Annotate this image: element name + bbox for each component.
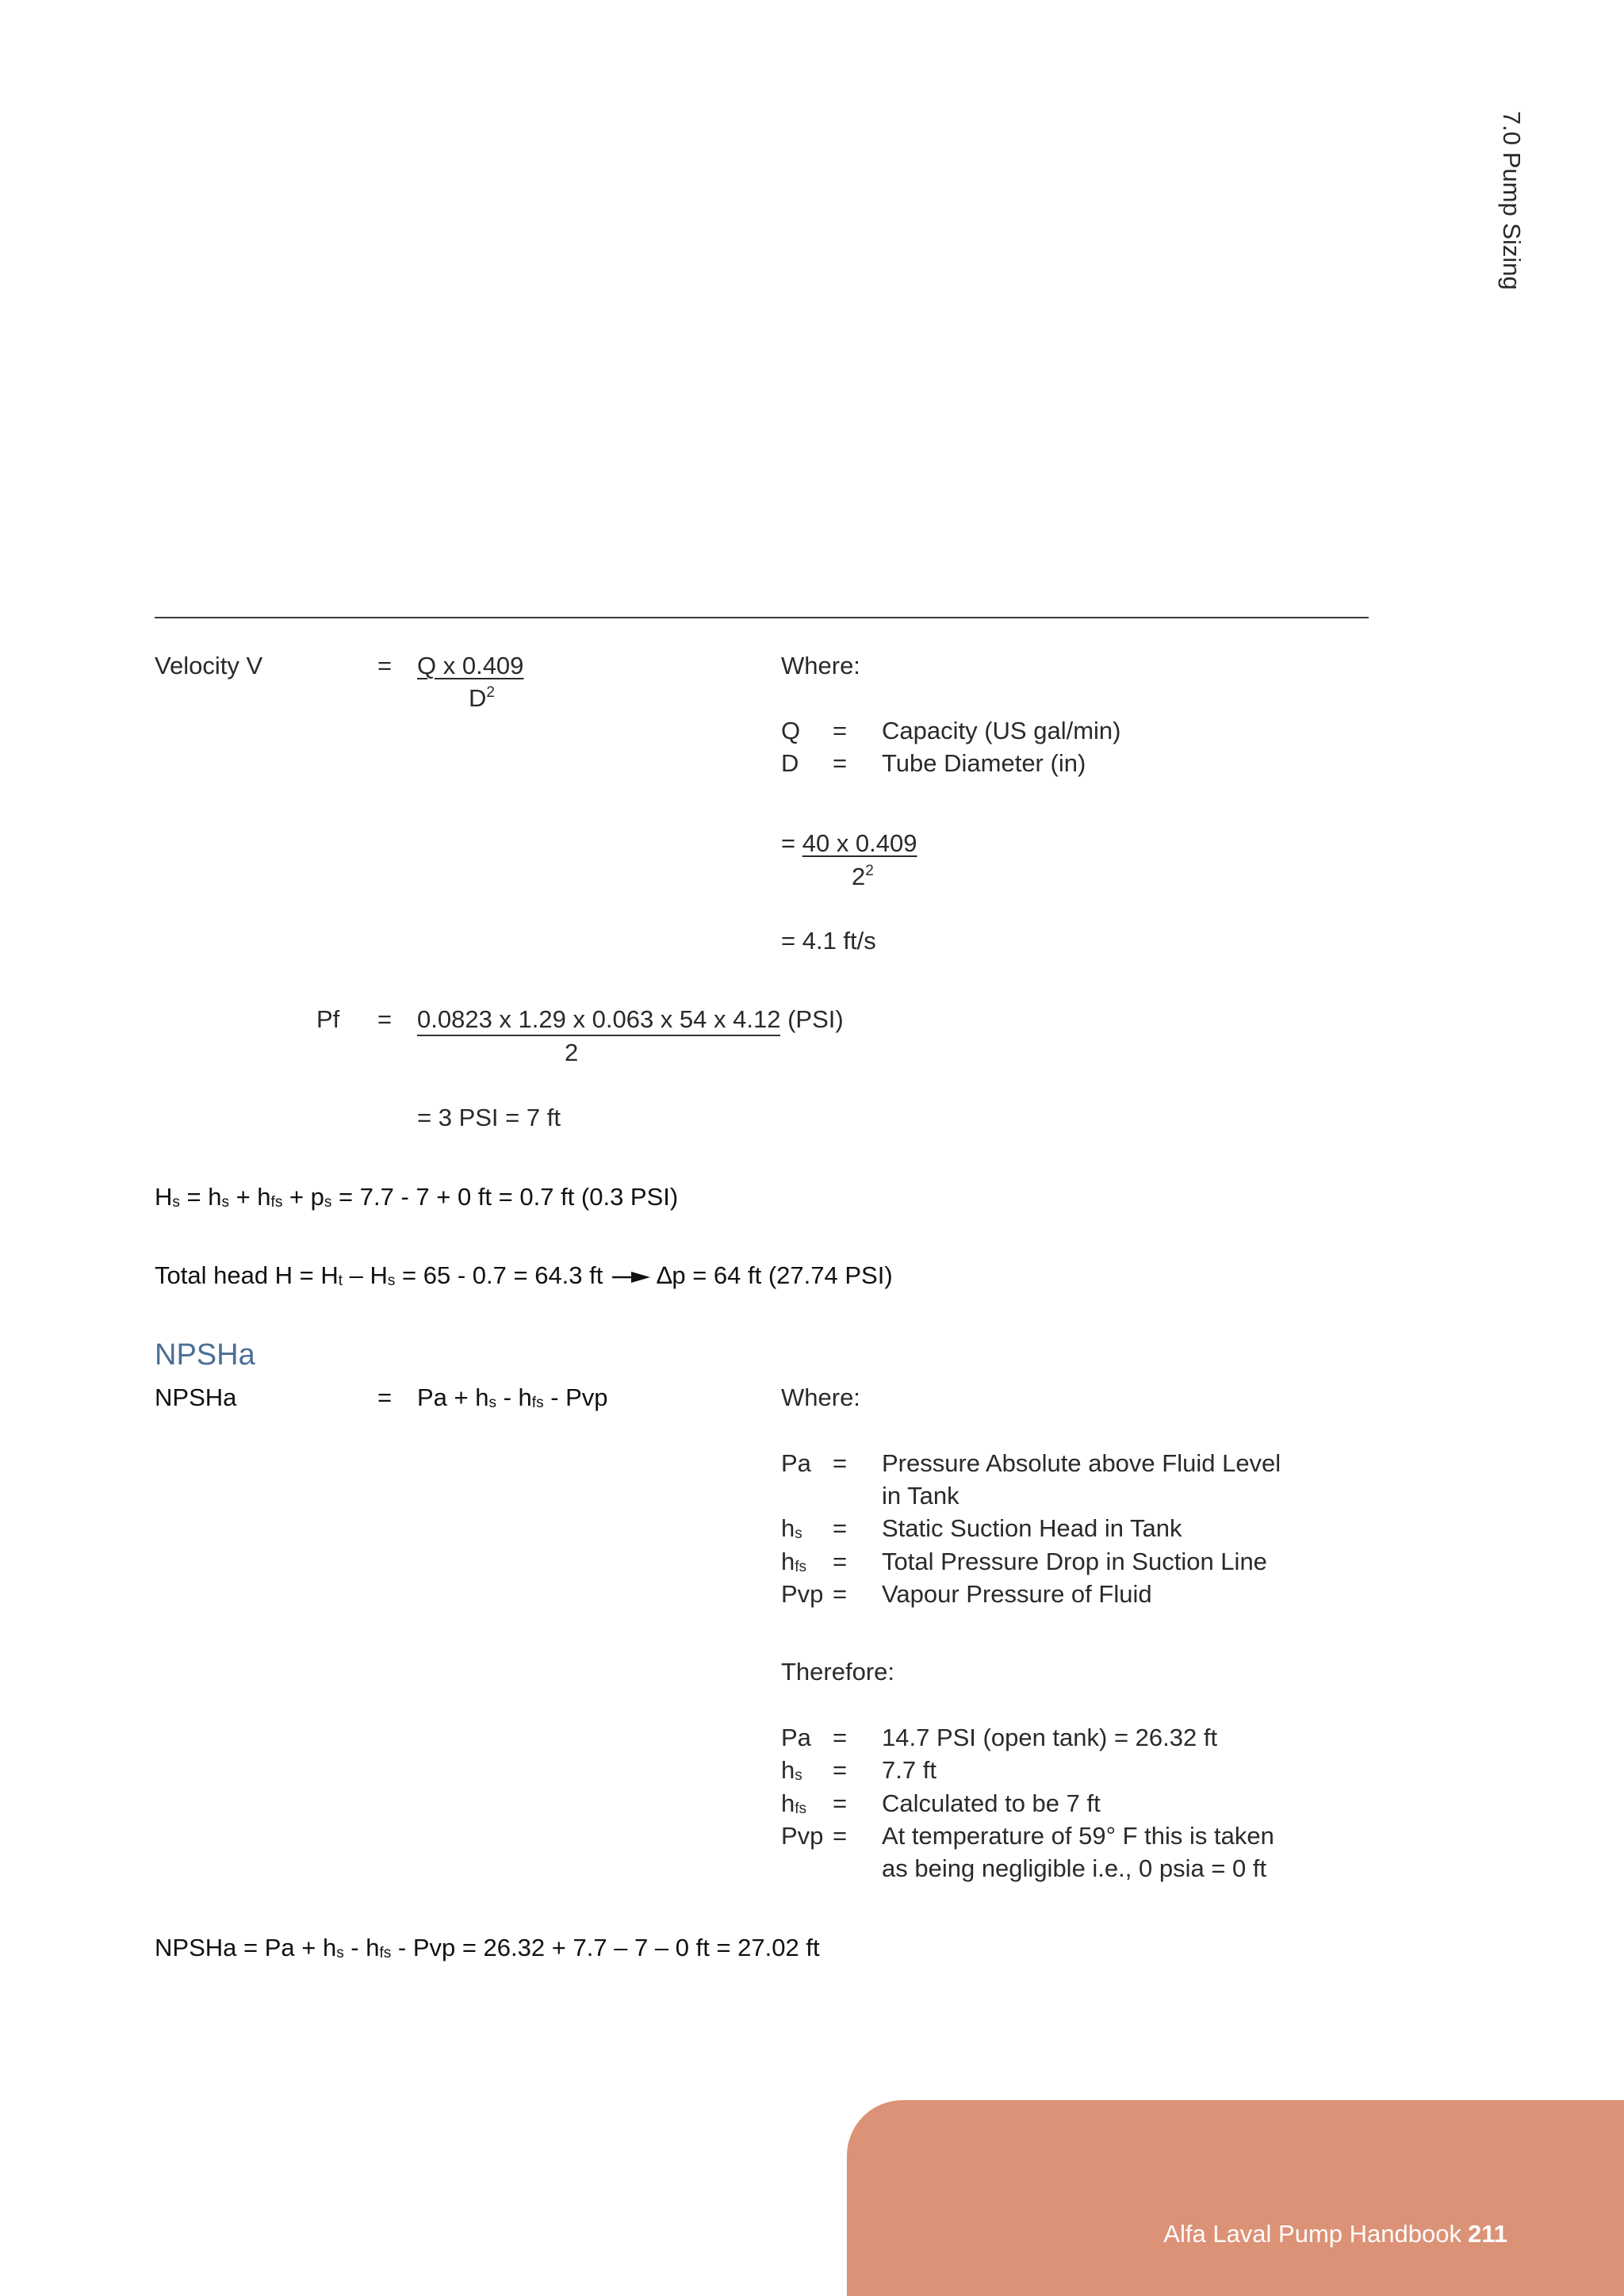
def-pa-symbol: Pa (781, 1449, 811, 1477)
npsha-where-label: Where: (781, 1383, 860, 1411)
val-pa-desc: 14.7 PSI (open tank) = 26.32 ft (882, 1724, 1218, 1751)
val-pvp-symbol: Pvp (781, 1822, 824, 1850)
velocity-equals: = (377, 652, 393, 679)
def-hs-equals: = (833, 1514, 848, 1542)
friction-label: Pf (316, 1005, 340, 1033)
def-hfs-equals: = (833, 1548, 848, 1575)
velocity-numerator: Q x 0.409 (417, 652, 524, 679)
def-d-desc: Tube Diameter (in) (882, 749, 1086, 777)
friction-numerator: 0.0823 x 1.29 x 0.063 x 54 x 4.12 (PSI) (417, 1005, 844, 1033)
therefore-label: Therefore: (781, 1658, 895, 1686)
def-pvp-equals: = (833, 1580, 848, 1608)
val-hs-symbol: $h_s$ (781, 1756, 802, 1784)
arrow-right-icon (612, 1269, 652, 1285)
def-hfs-desc: Total Pressure Drop in Suction Line (882, 1548, 1267, 1575)
def-pa-desc: Pressure Absolute above Fluid Level (882, 1449, 1281, 1477)
def-hs-desc: Static Suction Head in Tank (882, 1514, 1182, 1542)
friction-equals: = (377, 1005, 393, 1033)
footer (1163, 2220, 1507, 2248)
def-d-symbol: D (781, 749, 799, 777)
npsha-equals: = (377, 1383, 393, 1411)
def-q-symbol: Q (781, 717, 801, 744)
npsha-label: NPSHa (155, 1383, 237, 1411)
friction-fraction-bar (417, 1035, 780, 1036)
def-q-equals: = (833, 717, 848, 744)
val-pvp-equals: = (833, 1822, 848, 1850)
def-pvp-desc: Vapour Pressure of Fluid (882, 1580, 1152, 1608)
page-number: 211 (1467, 2220, 1507, 2248)
def-d-equals: = (833, 749, 848, 777)
velocity-where-label: Where: (781, 652, 860, 679)
val-hs-desc: 7.7 ft (882, 1756, 936, 1784)
def-pvp-symbol: Pvp (781, 1580, 824, 1608)
val-hfs-equals: = (833, 1789, 848, 1817)
footer-title: Alfa Laval Pump Handbook (1163, 2220, 1461, 2248)
def-hfs-symbol: $h_{fs}$ (781, 1548, 807, 1575)
def-hs-symbol: $h_s$ (781, 1514, 802, 1542)
val-hfs-symbol: $h_{fs}$ (781, 1789, 807, 1817)
divider (155, 617, 1369, 618)
def-pa-desc-cont: in Tank (882, 1482, 959, 1510)
val-pa-symbol: Pa (781, 1724, 811, 1751)
footer-bar (847, 2100, 1624, 2296)
velocity-calc: = 40 x 0.409 (781, 829, 917, 857)
velocity-label: Velocity V (155, 652, 263, 679)
def-pa-equals: = (833, 1449, 848, 1477)
friction-denominator: 2 (565, 1039, 579, 1066)
npsha-final-equation: NPSHa = $Pa + h_s - h_{fs}$ - Pvp = 26.32 + 7.7 – 7 – 0 ft = 27.02 ft (155, 1934, 820, 1961)
def-q-desc: Capacity (US gal/min) (882, 717, 1121, 744)
section-heading-npsha: NPSHa (155, 1338, 255, 1372)
velocity-denominator: $D^2$ (469, 684, 495, 712)
val-hfs-desc: Calculated to be 7 ft (882, 1789, 1101, 1817)
npsha-formula: $Pa + h_s - h_{fs}$ - Pvp (417, 1383, 608, 1411)
velocity-calc-denominator: $2^2$ (852, 863, 874, 890)
section-tab: 7.0 Pump Sizing (1498, 111, 1526, 290)
val-pvp-desc-cont: as being negligible i.e., 0 psia = 0 ft (882, 1854, 1267, 1882)
friction-result: = 3 PSI = 7 ft (417, 1104, 561, 1131)
val-pvp-desc: At temperature of 59° F this is taken (882, 1822, 1274, 1850)
total-head-equation: Total head $H = H_t - H_s = 65 - 0.7 = 64.3$ ft ∆p = 64 ft (27.74 PSI) (155, 1261, 893, 1289)
suction-head-equation: $H_s = h_s + h_{fs} + p_s = 7.7 - 7 + 0$ ft = 0.7 ft (0.3 PSI) (155, 1183, 679, 1211)
val-hs-equals: = (833, 1756, 848, 1784)
val-pa-equals: = (833, 1724, 848, 1751)
velocity-result: = 4.1 ft/s (781, 927, 876, 955)
